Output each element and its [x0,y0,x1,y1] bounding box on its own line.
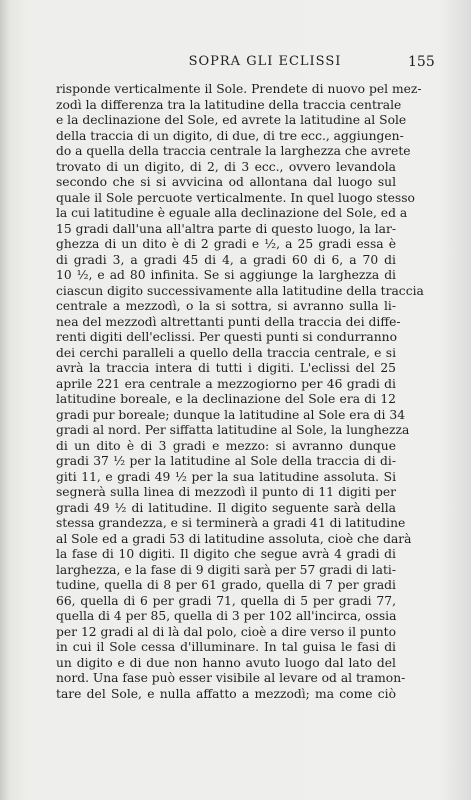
text-line: avrà la traccia intera di tutti i digiti. L'eclissi del 25 [56,361,396,375]
text-line: zodì la differenza tra la latitudine della traccia centrale [56,97,402,112]
text-line: quella di 4 per 85, quella di 3 per 102 all'incirca, ossia [56,609,397,623]
text-line: trovato di un digito, di 2, di 3 ecc., ovvero levandola [56,159,396,174]
text-line: nea del mezzodì altrettanti punti della traccia dei diffe- [56,314,401,329]
text-line: 66, quella di 6 per gradi 71, quella di 5 per gradi 77, [56,593,396,608]
text-line: gradi pur boreale; dunque la latitudine al Sole era di 34 [56,407,406,422]
text-line: secondo che si si avvicina od allontana dal luogo sul [56,175,396,189]
text-line: do a quella della traccia centrale la larghezza che avrete [56,144,411,158]
text-line: la fase di 10 digiti. Il digito che segue avrà 4 gradi di [56,547,396,561]
text-line: di un dito è di 3 gradi e mezzo: si avranno dunque [56,438,396,453]
text-line: quale il Sole percuote verticalmente. In quel luogo stesso [56,190,415,205]
text-line: stessa grandezza, e si terminerà a gradi 41 di latitudine [56,516,406,530]
body-text [56,82,424,702]
text-line: latitudine boreale, e la declinazione del Sole era di 12 [56,392,396,406]
text-line: di gradi 3, a gradi 45 di 4, a gradi 60 di 6, a 70 di [56,252,396,267]
text-line: giti 11, e gradi 49 ½ per la sua latitudine assoluta. Si [56,469,396,484]
text-line: 15 gradi dall'una all'altra parte di questo luogo, la lar- [56,221,396,236]
text-line: centrale a mezzodì, o la si sottra, si avranno sulla li- [56,299,396,313]
text-line: gradi 37 ½ per la latitudine al Sole della traccia di di- [56,454,396,468]
page-number: 155 [408,54,435,70]
text-line: tudine, quella di 8 per 61 grado, quella di 7 per gradi [56,578,396,592]
text-line: nord. Una fase può esser visibile al levare od al tramon- [56,671,406,685]
text-line: ciascun digito successivamente alla latitudine della traccia [56,283,424,298]
text-line: al Sole ed a gradi 53 di latitudine assoluta, cioè che darà [56,531,412,546]
running-header: SOPRA GLI ECLISSI [188,54,342,69]
text-line: dei cerchi paralleli a quello della traccia centrale, e si [56,345,396,360]
text-line: in cui il Sole cessa d'illuminare. In tal guisa le fasi di [56,640,396,654]
text-line: la cui latitudine è eguale alla declinazione del Sole, ed a [56,206,408,220]
text-line: e la declinazione del Sole, ed avrete la latitudine al Sole [56,113,407,127]
text-line: aprile 221 era centrale a mezzogiorno per 46 gradi di [56,376,396,391]
text-line: 10 ½, e ad 80 infinita. Se si aggiunge la larghezza di [56,268,396,282]
text-line: gradi 49 ½ di latitudine. Il digito seguente sarà della [56,500,396,515]
text-line: un digito e di due non hanno avuto luogo dal lato del [56,655,396,670]
text-line: per 12 gradi al di là dal polo, cioè a dire verso il punto [56,624,396,639]
text-line: della traccia di un digito, di due, di tre ecc., aggiungen- [56,128,404,143]
text-line: tare del Sole, e nulla affatto a mezzodì; ma come ciò [56,686,396,701]
text-line: risponde verticalmente il Sole. Prendete di nuovo pel mez- [56,82,422,96]
text-line: gradi al nord. Per siffatta latitudine al Sole, la lunghezza [56,423,410,437]
text-line: segnerà sulla linea di mezzodì il punto di 11 digiti per [56,485,396,499]
text-line: ghezza di un dito è di 2 gradi e ½, a 25 gradi essa è [56,237,396,251]
text-line: renti digiti dell'eclissi. Per questi punti si condurranno [56,330,397,344]
text-line: larghezza, e la fase di 9 digiti sarà per 57 gradi di lati- [56,562,396,577]
